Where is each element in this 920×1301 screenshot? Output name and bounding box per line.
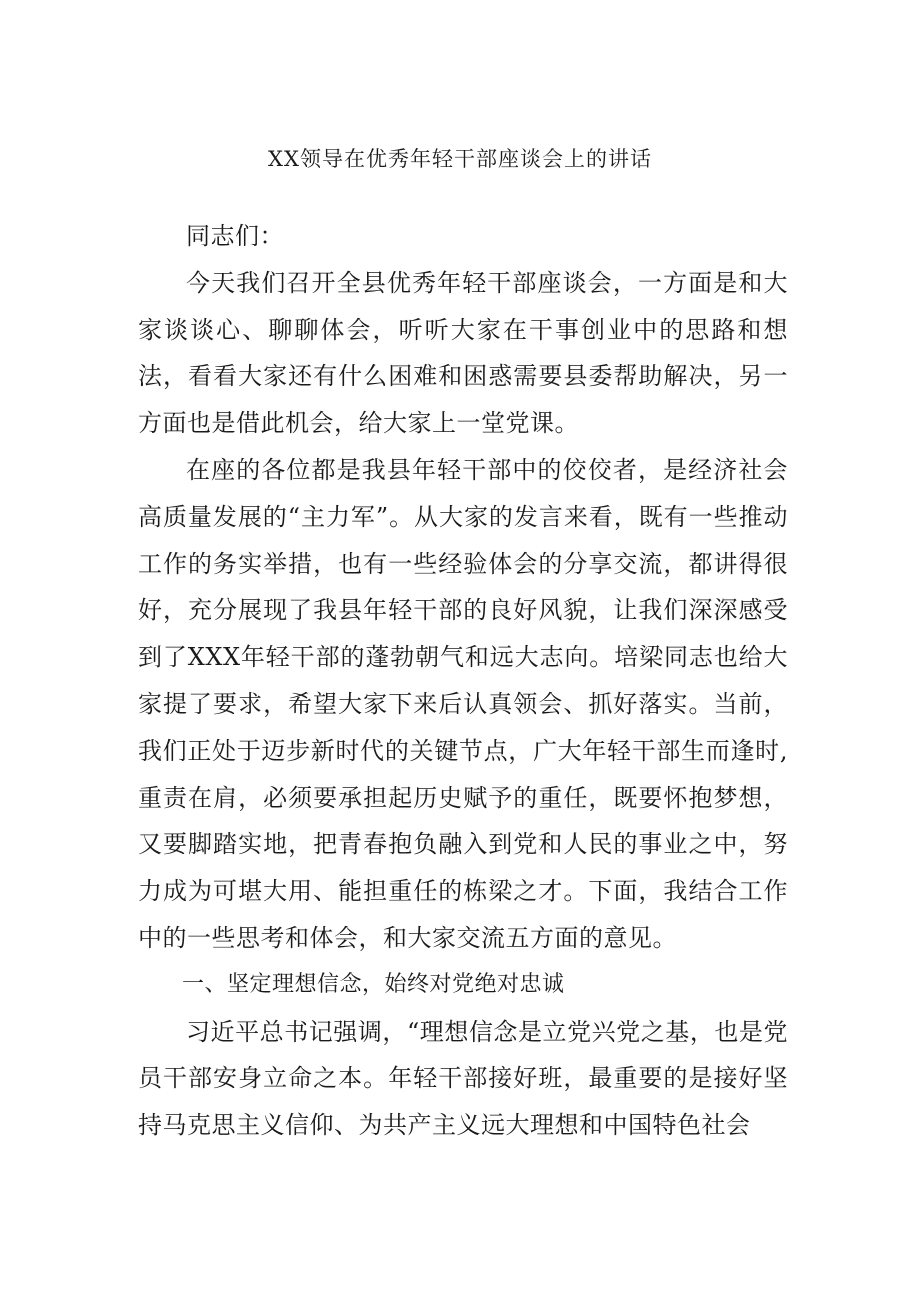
section-heading: 一、坚定理想信念，始终对党绝对忠诚 bbox=[182, 971, 565, 997]
document-title: XX领导在优秀年轻干部座谈会上的讲话 bbox=[268, 147, 652, 171]
salutation: 同志们： bbox=[186, 222, 284, 250]
section-paragraph: 习近平总书记强调，“理想信念是立党兴党之基，也是党员干部安身立命之本。年轻干部接好班，最重要的是接好坚持马克思主义信仰、为共产主义远大理想和中国特色社会 bbox=[138, 1017, 788, 1140]
document-body bbox=[138, 213, 788, 1149]
paragraph-intro: 今天我们召开全县优秀年轻干部座谈会，一方面是和大家谈谈心、聊聊体会，听听大家在干事创业中的思路和想法，看看大家还有什么困难和困惑需要县委帮助解决，另一方面也是借此机会，给大家上一堂党课。 bbox=[138, 268, 788, 438]
paragraph-main: 在座的各位都是我县年轻干部中的佼佼者，是经济社会高质量发展的“主力军”。从大家的发言来看，既有一些推动工作的务实举措，也有一些经验体会的分享交流，都讲得很好，充分展现了我县年轻干部的良好风貌，让我们深深感受到了XXX年轻干部的蓬勃朝气和远大志向。培梁同志也给大家提了要求，希望大家下来后认真领会、抓好落实。当前，我们正处于迈步新时代的关键节点，广大年轻干部生而逢时,重责在肩，必须要承担起历史赋予的重任，既要怀抱梦想，又要脚踏实地，把青春抱负融入到党和人民的事业之中，努力成为可堪大用、能担重任的栋梁之才。下面，我结合工作中的一些思考和体会，和大家交流五方面的意见。 bbox=[138, 455, 788, 952]
